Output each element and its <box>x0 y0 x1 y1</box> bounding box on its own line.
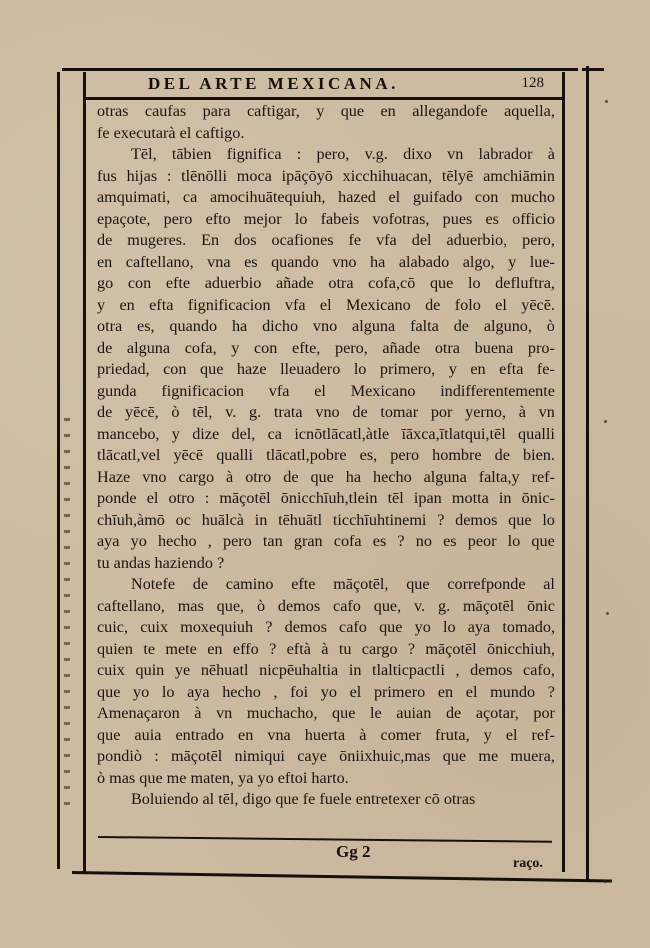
text-line: chīuh,àmō oc huālcà in tēhuātl ticchīuhtinemi ? demos que lo <box>97 510 555 529</box>
text-line: fus hijas : tlēnōlli moca ipāçōyō xicchihuacan, tēlyē amchiāmin <box>97 166 555 185</box>
frame-rule-right-outer <box>586 66 589 880</box>
text-line: quien te mete en effo ? eftà à tu cargo ? māçotēl ōnicchiuh, <box>97 639 555 658</box>
text-line: ponde el otro : māçotēl ōnicchīuh,tlein tēl ipan motta in ōnic- <box>97 489 555 507</box>
text-line: aya yo hecho , pero tan gran cofa es ? no es peor lo que <box>97 532 555 550</box>
text-line: que auia entrado en vna huerta à comer fruta, y el ref- <box>97 725 555 744</box>
text-line: epaçote, pero efto mejor lo fabeis vofotras, pues es officio <box>97 209 555 228</box>
text-line: Notefe de camino efte māçotēl, que correfponde al <box>131 575 555 593</box>
text-line: go con efte aduerbio añade otra cofa,cō que lo defluftra, <box>97 274 555 292</box>
text-line: caftellano, mas que, ò demos cafo que, v. g. māçotēl ōnic <box>97 596 555 615</box>
text-line: que yo lo aya hecho , foi yo el primero en el mundo ? <box>97 682 555 701</box>
text-line: gunda fignificacion vfa el Mexicano indifferentemente <box>97 381 555 400</box>
margin-ornament-dots <box>64 418 70 818</box>
text-line: Boluiendo al tēl, digo que fe fuele entretexer cō otras <box>131 790 476 808</box>
text-line: ò mas que me maten, ya yo eftoi harto. <box>97 768 349 787</box>
paper-speck <box>605 100 608 103</box>
text-line: de yēcē, ò tēl, v. g. trata vno de tomar por yerno, à vn <box>97 403 555 421</box>
running-title: DEL ARTE MEXICANA. <box>148 74 399 93</box>
text-line: Tēl, tābien fignifica : pero, v.g. dixo vn labrador à <box>131 145 555 163</box>
running-head <box>86 74 562 98</box>
footer-rule <box>98 836 552 843</box>
text-line: y en efta fignificacion vfa el Mexicano de folo el yēcē. <box>97 295 555 314</box>
catchword: raço. <box>513 856 543 871</box>
text-line: tlācatl,vel yēcē qualli tlācatl,pobre es, pero hombre de bien. <box>97 446 555 464</box>
text-line: pondiò : māçotēl nimiqui caye ōniixhuic,mas que me muera, <box>97 747 555 765</box>
frame-rule-bottom <box>72 871 612 882</box>
text-line: fe executarà el caftigo. <box>97 123 245 142</box>
text-line: Haze vno cargo à otro de que ha hecho alguna falta,y ref- <box>97 467 555 486</box>
frame-rule-top <box>62 68 578 71</box>
text-line: cuic, cuix moxequiuh ? demos cafo que yo lo aya tomado, <box>97 618 555 636</box>
paper-speck <box>604 420 607 423</box>
text-line: de mugeres. En dos ocafiones fe vfa del aduerbio, pero, <box>97 231 555 249</box>
text-line: priedad, con que haze lleuadero lo primero, y en efta fe- <box>97 360 555 378</box>
text-line: otras caufas para caftigar, y que en allegandofe aquella, <box>97 102 555 120</box>
body-text <box>97 101 555 811</box>
text-line: otra es, quando ha dicho vno alguna falta de alguno, ò <box>97 317 555 335</box>
text-line: en caftellano, vna es quando vno ha alabado algo, y lue- <box>97 252 555 271</box>
frame-rule-right-inner <box>562 72 565 872</box>
text-line: mancebo, y dize del, ca icnōtlācatl,àtle īāxca,ītlatqui,tēl qualli <box>97 424 555 443</box>
frame-rule-left-inner <box>83 72 86 872</box>
paper-speck <box>606 612 609 615</box>
folio-number: 128 <box>521 75 544 91</box>
text-line: tu andas haziendo ? <box>97 553 225 572</box>
text-line: cuix quin ye nēhuatl nicpēuhaltia in tlalticpactli , demos cafo, <box>97 661 555 679</box>
text-line: de alguna cofa, y con efte, pero, añade otra buena pro- <box>97 338 555 357</box>
paper-speck <box>604 880 607 883</box>
signature-mark: Gg 2 <box>336 842 371 861</box>
text-line: Amenaçaron à vn muchacho, que le auian de açotar, por <box>97 704 555 722</box>
text-line: amquimati, ca amocihuātequiuh, hazed el guifado con mucho <box>97 188 555 206</box>
frame-rule-left-outer <box>57 72 60 869</box>
